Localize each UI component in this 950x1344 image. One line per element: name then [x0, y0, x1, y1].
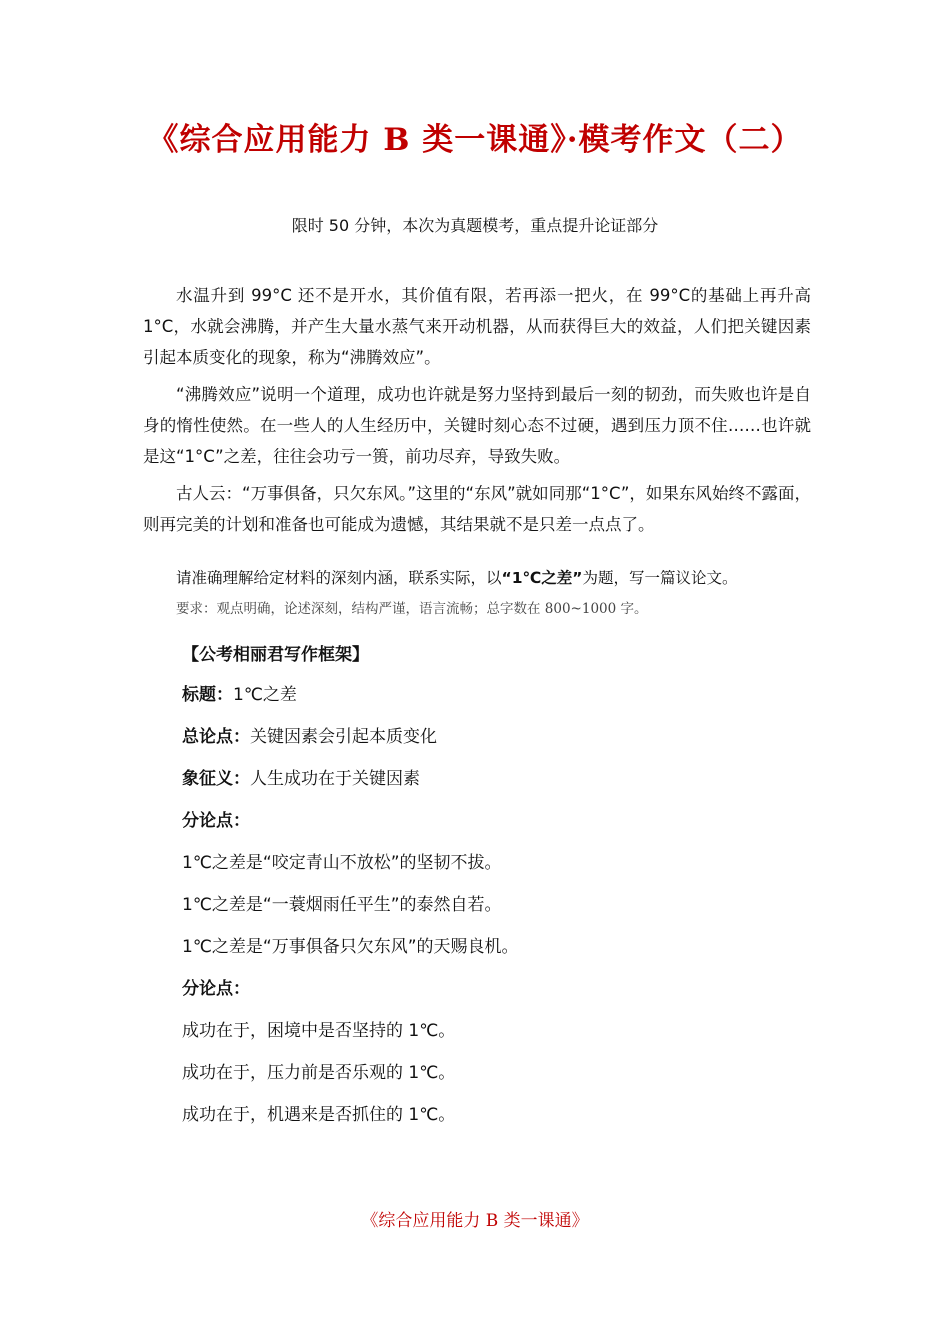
page-footer: 《综合应用能力 B 类一课通》	[361, 1211, 589, 1231]
task-suffix: 为题，写一篇议论文。	[582, 569, 738, 587]
framework-symbol-label: 象征义：	[182, 769, 250, 789]
framework-symbol-value: 人生成功在于关键因素	[250, 769, 420, 789]
framework-symbol-row	[182, 758, 802, 800]
sub-argument-item: 1℃之差是“一蓑烟雨任平生”的泰然自若。	[182, 895, 502, 915]
page-title: 《综合应用能力 B 类一课通》·模考作文（二）	[147, 122, 803, 158]
sub-argument-item: 成功在于，机遇来是否抓住的 1℃。	[182, 1105, 456, 1125]
framework-heading: 【公考相丽君写作框架】	[182, 645, 369, 665]
sub-argument-label-2: 分论点：	[182, 979, 250, 999]
given-material	[143, 280, 811, 546]
writing-framework	[182, 636, 802, 1136]
framework-thesis-label: 总论点：	[182, 727, 250, 747]
material-paragraph-1: 水温升到 99°C 还不是开水，其价值有限，若再添一把火，在 99°C的基础上再升高 1°C，水就会沸腾，并产生大量水蒸气来开动机器，从而获得巨大的效益，人们把关键因素引起本质变化的现象，称为“沸腾效应”。	[143, 286, 811, 367]
sub-argument-item: 成功在于，困境中是否坚持的 1℃。	[182, 1021, 456, 1041]
framework-title-value: 1℃之差	[233, 685, 297, 705]
material-paragraph-2: “沸腾效应”说明一个道理，成功也许就是努力坚持到最后一刻的韧劲，而失败也许是自身的惰性使然。在一些人的人生经历中，关键时刻心态不过硬，遇到压力顶不住……也许就是这“1°C”之差，往往会功亏一篑，前功尽弃，导致失败。	[143, 385, 811, 466]
writing-task	[176, 565, 816, 591]
sub-argument-item: 成功在于，压力前是否乐观的 1℃。	[182, 1063, 456, 1083]
exam-instructions: 限时 50 分钟，本次为真题模考，重点提升论证部分	[291, 216, 659, 235]
framework-thesis-row	[182, 716, 802, 758]
material-paragraph-3: 古人云：“万事俱备，只欠东风。”这里的“东风”就如同那“1°C”，如果东风始终不露面，则再完美的计划和准备也可能成为遗憾，其结果就不是只差一点点了。	[143, 484, 811, 534]
writing-requirement: 要求：观点明确，论述深刻，结构严谨，语言流畅；总字数在 800~1000 字。	[176, 601, 648, 617]
sub-argument-item: 1℃之差是“咬定青山不放松”的坚韧不拔。	[182, 853, 502, 873]
sub-argument-item: 1℃之差是“万事俱备只欠东风”的天赐良机。	[182, 937, 519, 957]
framework-thesis-value: 关键因素会引起本质变化	[250, 727, 437, 747]
task-topic: “1℃之差”	[501, 569, 583, 587]
task-prefix: 请准确理解给定材料的深刻内涵，联系实际，以	[176, 569, 502, 587]
framework-title-label: 标题：	[182, 685, 233, 705]
sub-argument-label-1: 分论点：	[182, 811, 250, 831]
framework-title-row	[182, 674, 802, 716]
